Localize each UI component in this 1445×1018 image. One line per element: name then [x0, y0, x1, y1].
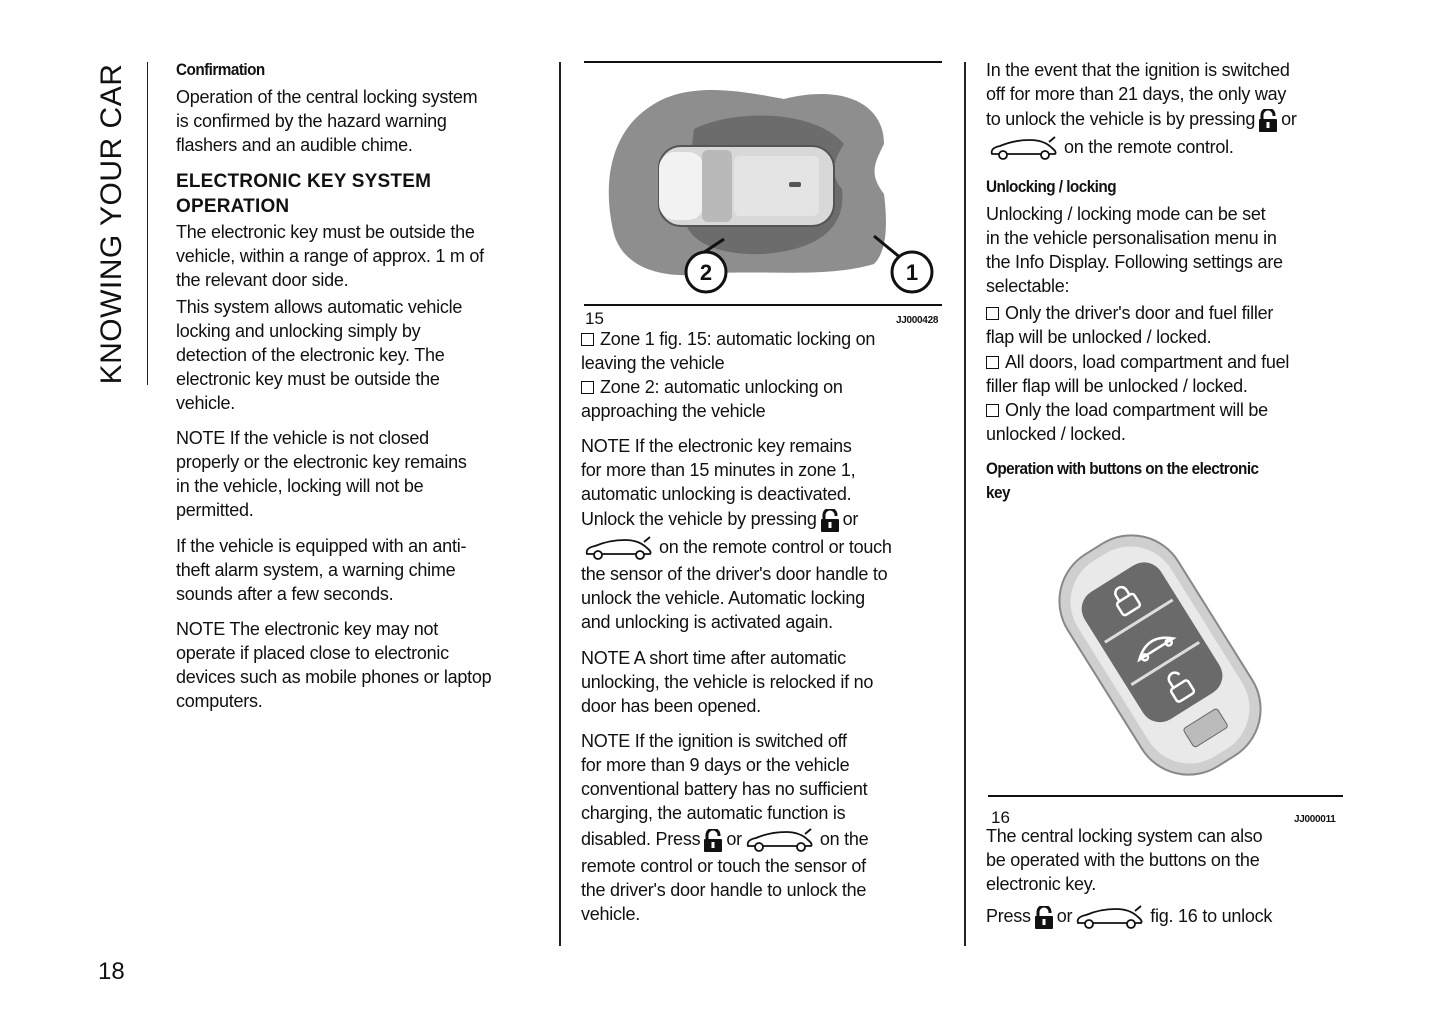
text-line: [581, 753, 868, 777]
text: Operation of the central locking system: [176, 87, 478, 107]
bullet-item: [581, 375, 843, 423]
text-line: [176, 109, 477, 133]
text: electronic key.: [986, 874, 1096, 894]
text-line: [176, 244, 484, 268]
text: or: [726, 829, 742, 849]
text: In the event that the ignition is switched: [986, 60, 1290, 80]
car-trunk-icon: [1075, 905, 1147, 929]
paragraph: [986, 58, 1297, 162]
text: the relevant door side.: [176, 270, 349, 290]
text: on the remote control or touch: [659, 537, 892, 557]
text: the Info Display. Following settings are: [986, 252, 1283, 272]
column-divider: [964, 62, 966, 946]
paragraph: [176, 85, 477, 157]
unlock-icon: [1034, 906, 1054, 929]
text-line: [176, 319, 462, 343]
text-line: [986, 82, 1297, 106]
text: The central locking system can also: [986, 826, 1263, 846]
text-line: [986, 250, 1283, 274]
text-line: [581, 902, 868, 926]
unlock-icon: [703, 829, 723, 852]
figure-15-key-zones-illustration: [584, 64, 942, 304]
bullet-item: [986, 350, 1289, 398]
unlock-icon: [820, 509, 840, 532]
text-line: [986, 422, 1268, 446]
text-line: [581, 694, 873, 718]
car-trunk-icon: [584, 536, 656, 560]
text-line: [176, 617, 491, 641]
text: Unlocking / locking: [986, 177, 1117, 196]
text-line: [581, 533, 892, 562]
text-line: [176, 474, 467, 498]
heading: [176, 169, 431, 219]
text: the driver's door handle to unlock the: [581, 880, 867, 900]
text-line: [581, 458, 892, 482]
text-line: [581, 506, 892, 533]
text: theft alarm system, a warning chime: [176, 560, 456, 580]
text-line: [986, 274, 1283, 298]
text-line: [176, 367, 462, 391]
text: sounds after a few seconds.: [176, 584, 394, 604]
text: in the vehicle personalisation menu in: [986, 228, 1277, 248]
text-line: [581, 482, 892, 506]
text: conventional battery has no sufficient: [581, 779, 868, 799]
car-trunk-icon: [989, 136, 1061, 160]
text: selectable:: [986, 276, 1070, 296]
text-line: [986, 226, 1283, 250]
text-line: [581, 351, 875, 375]
text: and unlocking is activated again.: [581, 612, 833, 632]
text: for more than 9 days or the vehicle: [581, 755, 850, 775]
figure-code: JJ000011: [1294, 814, 1336, 825]
subheading: [176, 58, 275, 82]
bullet-item: [986, 301, 1273, 349]
text: vehicle.: [176, 393, 236, 413]
paragraph: [986, 902, 1272, 931]
page-number: 18: [98, 958, 125, 985]
text-line: [581, 375, 843, 399]
text: NOTE If the ignition is switched off: [581, 731, 847, 751]
text: the sensor of the driver's door handle to: [581, 564, 888, 584]
text: permitted.: [176, 500, 254, 520]
text: unlocking, the vehicle is relocked if no: [581, 672, 874, 692]
text: Confirmation: [176, 60, 265, 79]
text: door has been opened.: [581, 696, 761, 716]
figure-number: 15: [585, 309, 604, 328]
text: or: [1056, 906, 1073, 926]
text: Press: [986, 906, 1031, 926]
text-line: [176, 295, 462, 319]
text: operate if placed close to electronic: [176, 643, 449, 663]
callout-2-label: 2: [699, 260, 713, 285]
text: This system allows automatic vehicle: [176, 297, 463, 317]
text-line: [581, 825, 868, 854]
text: automatic unlocking is deactivated.: [581, 484, 852, 504]
text: vehicle.: [581, 904, 641, 924]
paragraph: [986, 824, 1262, 896]
column-divider: [559, 62, 561, 946]
text-line: [176, 85, 477, 109]
text-line: [581, 562, 892, 586]
text: flap will be unlocked / locked.: [986, 327, 1212, 347]
callout-1-label: 1: [905, 260, 919, 285]
text: charging, the automatic function is: [581, 803, 846, 823]
text: NOTE If the electronic key remains: [581, 436, 852, 456]
text-line: [176, 169, 431, 194]
text: vehicle, within a range of approx. 1 m of: [176, 246, 484, 266]
text: Only the load compartment will be: [1005, 400, 1268, 420]
bullet-item: [581, 327, 875, 375]
text-line: [581, 610, 892, 634]
text: devices such as mobile phones or laptop: [176, 667, 492, 687]
text: computers.: [176, 691, 263, 711]
checkbox-bullet-icon: [581, 333, 594, 346]
text-line: [176, 641, 491, 665]
text: ELECTRONIC KEY SYSTEM: [176, 171, 432, 192]
text: remote control or touch the sensor of: [581, 856, 866, 876]
text: for more than 15 minutes in zone 1,: [581, 460, 856, 480]
text-line: [176, 450, 467, 474]
text: The electronic key must be outside the: [176, 222, 475, 242]
text-line: [176, 391, 462, 415]
paragraph: [176, 617, 491, 713]
text-line: [986, 374, 1289, 398]
text: All doors, load compartment and fuel: [1005, 352, 1290, 372]
figure-rule-bottom: [584, 304, 942, 306]
figure-rule-bottom: [988, 795, 1343, 797]
figure-16-electronic-key-illustration: [1040, 520, 1280, 790]
paragraph: [581, 646, 873, 718]
text: NOTE If the vehicle is not closed: [176, 428, 429, 448]
text: Operation with buttons on the electronic: [986, 459, 1259, 478]
figure-rule-top: [584, 61, 942, 63]
checkbox-bullet-icon: [986, 404, 999, 417]
text-line: [581, 399, 843, 423]
subheading: [986, 457, 1289, 505]
text: key: [986, 483, 1010, 502]
text-line: [176, 133, 477, 157]
unlock-icon: [1258, 109, 1278, 132]
paragraph: [581, 434, 892, 634]
checkbox-bullet-icon: [986, 307, 999, 320]
text: Zone 2: automatic unlocking on: [600, 377, 843, 397]
text-line: [176, 343, 462, 367]
text: Unlocking / locking mode can be set: [986, 204, 1266, 224]
text: to unlock the vehicle is by pressing: [986, 109, 1256, 129]
text-line: [581, 854, 868, 878]
text: If the vehicle is equipped with an anti-: [176, 536, 467, 556]
text: is confirmed by the hazard warning: [176, 111, 447, 131]
text: electronic key must be outside the: [176, 369, 440, 389]
text-line: [986, 133, 1297, 162]
text: OPERATION: [176, 196, 290, 217]
paragraph: [581, 729, 868, 926]
text-line: [581, 729, 868, 753]
text-line: [176, 194, 431, 219]
paragraph: [176, 220, 484, 292]
text: NOTE A short time after automatic: [581, 648, 846, 668]
text-line: [176, 220, 484, 244]
text: or: [1281, 109, 1297, 129]
text-line: [176, 558, 466, 582]
text-line: [581, 586, 892, 610]
text-line: [986, 202, 1283, 226]
text-line: [986, 872, 1262, 896]
text-line: [581, 646, 873, 670]
text: off for more than 21 days, the only way: [986, 84, 1287, 104]
text-line: [581, 801, 868, 825]
paragraph: [986, 202, 1283, 298]
text: on the: [819, 829, 869, 849]
text: locking and unlocking simply by: [176, 321, 421, 341]
text: properly or the electronic key remains: [176, 452, 467, 472]
figure-number: 16: [991, 808, 1010, 827]
text: Only the driver's door and fuel filler: [1005, 303, 1274, 323]
callout-1: [874, 236, 932, 292]
text: unlocked / locked.: [986, 424, 1126, 444]
text-line: [986, 350, 1289, 374]
car-top-view: [659, 146, 834, 226]
text-line: [176, 689, 491, 713]
text-line: [986, 175, 1116, 199]
text-line: [581, 878, 868, 902]
checkbox-bullet-icon: [581, 381, 594, 394]
text-line: [176, 58, 265, 82]
paragraph: [176, 295, 462, 415]
text: NOTE The electronic key may not: [176, 619, 439, 639]
text-line: [581, 670, 873, 694]
text: filler flap will be unlocked / locked.: [986, 376, 1248, 396]
text: detection of the electronic key. The: [176, 345, 445, 365]
text-line: [986, 301, 1273, 325]
text-line: [986, 481, 1259, 505]
car-trunk-icon: [745, 828, 817, 852]
paragraph: [176, 426, 467, 522]
text: flashers and an audible chime.: [176, 135, 413, 155]
sidebar-divider: [147, 62, 148, 385]
text-line: [986, 457, 1259, 481]
text: fig. 16 to unlock: [1150, 906, 1273, 926]
text-line: [581, 777, 868, 801]
text: in the vehicle, locking will not be: [176, 476, 424, 496]
bullet-item: [986, 398, 1268, 446]
text: unlock the vehicle. Automatic locking: [581, 588, 865, 608]
text-line: [581, 327, 875, 351]
text-line: [176, 426, 467, 450]
text: disabled. Press: [581, 829, 701, 849]
text-line: [176, 665, 491, 689]
checkbox-bullet-icon: [986, 356, 999, 369]
text: or: [842, 509, 859, 529]
text: on the remote control.: [1064, 137, 1234, 157]
text-line: [986, 824, 1262, 848]
text: leaving the vehicle: [581, 353, 725, 373]
text-line: [176, 534, 466, 558]
text-line: [176, 582, 466, 606]
text-line: [986, 325, 1273, 349]
text-line: [986, 398, 1268, 422]
text: Zone 1 fig. 15: automatic locking on: [600, 329, 876, 349]
subheading: [986, 175, 1130, 199]
text-line: [176, 498, 467, 522]
text: approaching the vehicle: [581, 401, 766, 421]
text-line: [986, 902, 1272, 931]
paragraph: [176, 534, 466, 606]
text-line: [176, 268, 484, 292]
text: be operated with the buttons on the: [986, 850, 1260, 870]
text-line: [581, 434, 892, 458]
figure-code: JJ000428: [896, 315, 939, 326]
text-line: [986, 58, 1297, 82]
text: Unlock the vehicle by pressing: [581, 509, 817, 529]
text-line: [986, 106, 1297, 133]
section-title-vertical: KNOWING YOUR CAR: [95, 63, 128, 385]
text-line: [986, 848, 1262, 872]
